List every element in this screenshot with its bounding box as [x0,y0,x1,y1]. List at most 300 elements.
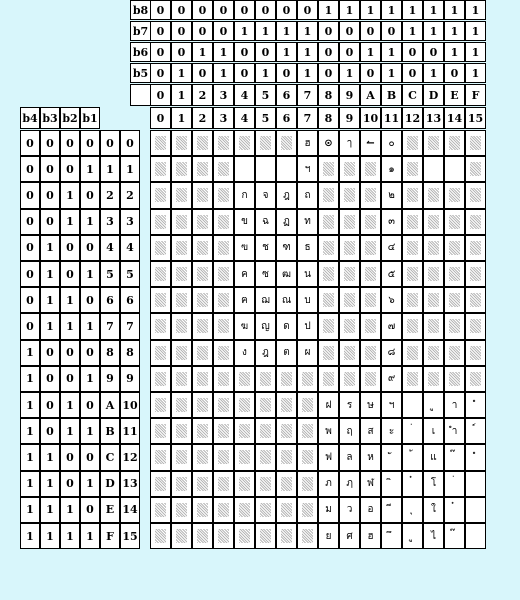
bit-cell: 0 [150,21,171,41]
bit-cell: 1 [465,0,486,20]
row-bit-cell: 1 [40,235,60,261]
character-cell: ฯ [381,392,402,418]
row-hex-cell: 3 [100,209,120,235]
reserved-cell [402,235,423,261]
row-bit-cell: 0 [40,340,60,366]
row-bit-cell: 0 [40,392,60,418]
row-bit-cell: 0 [20,261,40,287]
reserved-cell [423,182,444,208]
row-bit-cell: 0 [80,392,100,418]
reserved-cell [150,418,171,444]
reserved-cell [192,313,213,339]
reserved-cell [150,444,171,470]
row-bit-cell: 0 [40,209,60,235]
bit-cell: 0 [276,0,297,20]
reserved-cell [234,444,255,470]
bit-cell: 0 [297,0,318,20]
reserved-cell [360,235,381,261]
reserved-cell [423,366,444,392]
reserved-cell [465,366,486,392]
reserved-cell [150,340,171,366]
reserved-cell [255,130,276,156]
row-bit-cell: 0 [60,444,80,470]
row-bit-cell: 0 [80,182,100,208]
character-cell [402,523,423,549]
character-cell: น [297,261,318,287]
row-bit-cell: 0 [80,497,100,523]
hex-header-cell: 9 [339,84,360,106]
character-cell: ฏ [276,209,297,235]
character-cell: ฬ [360,471,381,497]
bit-cell: 0 [213,0,234,20]
row-dec-cell: 13 [120,471,140,497]
row-bit-cell: 1 [40,287,60,313]
character-cell: ฒ [276,261,297,287]
dec-header-cell: 0 [150,107,171,129]
reserved-cell [339,156,360,182]
reserved-cell [150,182,171,208]
character-cell: ไ [423,523,444,549]
bit-cell: 1 [297,63,318,83]
hex-header-cell: 5 [255,84,276,106]
reserved-cell [150,156,171,182]
row-bit-cell: 0 [60,235,80,261]
row-bit-cell: 1 [80,261,100,287]
character-cell: ↼ [360,130,381,156]
reserved-cell [213,497,234,523]
bit-cell: 1 [234,21,255,41]
reserved-cell [213,130,234,156]
reserved-cell [276,392,297,418]
hex-header-cell: 1 [171,84,192,106]
row-dec-cell: 8 [120,340,140,366]
reserved-cell [213,261,234,287]
reserved-cell [465,235,486,261]
bit-cell: 1 [423,21,444,41]
reserved-cell [465,182,486,208]
row-bit-cell: 1 [40,523,60,549]
dec-header-cell: 2 [192,107,213,129]
reserved-cell [318,261,339,287]
bit-cell: 0 [255,42,276,62]
reserved-cell [213,444,234,470]
character-cell [423,392,444,418]
row-hex-cell: 6 [100,287,120,313]
dec-header-cell: 10 [360,107,381,129]
reserved-cell [255,444,276,470]
character-cell [381,523,402,549]
character-cell: ะ [381,418,402,444]
blank-cell [130,84,151,106]
character-cell: เ [423,418,444,444]
reserved-cell [297,523,318,549]
bit-cell: 1 [360,0,381,20]
row-bit-cell: 0 [20,130,40,156]
bit-cell: 1 [444,42,465,62]
reserved-cell [465,156,486,182]
bit-cell: 0 [318,21,339,41]
row-dec-cell: 7 [120,313,140,339]
bit-row-label: b8 [130,0,151,20]
row-bit-cell: 0 [40,182,60,208]
reserved-cell [171,444,192,470]
character-cell: บ [297,287,318,313]
bit-cell: 0 [171,21,192,41]
reserved-cell [192,156,213,182]
reserved-cell [360,156,381,182]
dec-header-cell: 14 [444,107,465,129]
bit-cell: 0 [192,0,213,20]
reserved-cell [318,340,339,366]
character-cell [444,523,465,549]
hex-header-cell: 8 [318,84,339,106]
bit-cell: 0 [192,63,213,83]
character-cell: ห [360,444,381,470]
row-bit-cell: 1 [20,444,40,470]
reserved-cell [213,156,234,182]
character-cell: ช [255,235,276,261]
reserved-cell [234,523,255,549]
reserved-cell [192,392,213,418]
reserved-cell [423,235,444,261]
dec-header-cell: 12 [402,107,423,129]
row-bit-cell: 1 [20,418,40,444]
reserved-cell [297,471,318,497]
row-hex-cell: B [100,418,120,444]
reserved-cell [171,313,192,339]
reserved-cell [171,418,192,444]
row-bit-cell: 1 [60,182,80,208]
reserved-cell [318,209,339,235]
reserved-cell [171,182,192,208]
reserved-cell [171,156,192,182]
reserved-cell [150,392,171,418]
character-cell: ฎ [276,182,297,208]
reserved-cell [171,392,192,418]
reserved-cell [297,366,318,392]
reserved-cell [276,497,297,523]
reserved-cell [423,261,444,287]
row-bit-cell: 0 [40,366,60,392]
character-cell: ๖ [381,287,402,313]
reserved-cell [171,340,192,366]
reserved-cell [213,182,234,208]
bit-cell: 0 [339,42,360,62]
reserved-cell [255,366,276,392]
character-cell [381,471,402,497]
reserved-cell [444,313,465,339]
character-cell: ฑ [276,235,297,261]
character-cell: ย [318,523,339,549]
character-cell [402,444,423,470]
bit-cell: 1 [339,0,360,20]
reserved-cell [234,366,255,392]
reserved-cell [276,418,297,444]
reserved-cell [213,209,234,235]
row-dec-cell: 0 [120,130,140,156]
character-cell: ซ [255,261,276,287]
character-cell: ๑ [381,156,402,182]
character-cell [402,418,423,444]
hex-header-cell: 6 [276,84,297,106]
dec-header-cell: 3 [213,107,234,129]
reserved-cell [150,287,171,313]
bit-cell: 1 [213,42,234,62]
row-bit-cell: 0 [20,156,40,182]
reserved-cell [150,313,171,339]
character-cell [465,523,486,549]
character-cell: ล [339,444,360,470]
row-bit-cell: 0 [60,130,80,156]
row-bit-cell: 0 [20,287,40,313]
character-cell: ๒ [381,182,402,208]
bit-cell: 0 [318,42,339,62]
character-cell: ⊙ [318,130,339,156]
character-cell: โ [423,471,444,497]
bit-cell: 1 [381,63,402,83]
row-header-label: b2 [60,107,80,129]
bit-cell: 0 [234,42,255,62]
row-bit-cell: 1 [80,366,100,392]
character-cell: แ [423,444,444,470]
bit-cell: 0 [150,63,171,83]
reserved-cell [192,130,213,156]
row-bit-cell: 1 [80,313,100,339]
character-cell: ษ [360,392,381,418]
reserved-cell [192,444,213,470]
bit-cell: 0 [234,63,255,83]
row-hex-cell: E [100,497,120,523]
reserved-cell [402,182,423,208]
reserved-cell [171,130,192,156]
reserved-cell [171,209,192,235]
reserved-cell [297,497,318,523]
reserved-cell [339,340,360,366]
reserved-cell [171,287,192,313]
bit-cell: 0 [171,0,192,20]
row-hex-cell: C [100,444,120,470]
character-cell: ฌ [255,287,276,313]
character-cell [423,156,444,182]
bit-cell: 1 [339,63,360,83]
character-cell [234,156,255,182]
row-bit-cell: 0 [40,418,60,444]
reserved-cell [192,523,213,549]
character-cell: ญ [255,313,276,339]
row-dec-cell: 5 [120,261,140,287]
reserved-cell [234,418,255,444]
row-bit-cell: 0 [40,130,60,156]
row-hex-cell: A [100,392,120,418]
bit-cell: 1 [423,63,444,83]
row-bit-cell: 1 [80,523,100,549]
character-cell [444,156,465,182]
reserved-cell [255,392,276,418]
character-cell: ฉ [255,209,276,235]
bit-cell: 1 [318,0,339,20]
row-bit-cell: 1 [60,418,80,444]
row-hex-cell: 5 [100,261,120,287]
reserved-cell [402,130,423,156]
row-bit-cell: 1 [20,471,40,497]
row-dec-cell: 1 [120,156,140,182]
row-bit-cell: 1 [20,392,40,418]
hex-header-cell: B [381,84,402,106]
row-header-label: b3 [40,107,60,129]
character-cell [402,471,423,497]
reserved-cell [360,313,381,339]
bit-cell: 0 [150,0,171,20]
reserved-cell [465,209,486,235]
reserved-cell [318,287,339,313]
row-bit-cell: 0 [80,444,100,470]
character-cell: จ [255,182,276,208]
bit-cell: 1 [276,42,297,62]
dec-header-cell: 4 [234,107,255,129]
bit-cell: 1 [213,63,234,83]
dec-header-cell: 6 [276,107,297,129]
dec-header-cell: 11 [381,107,402,129]
row-bit-cell: 0 [60,471,80,497]
row-bit-cell: 0 [60,366,80,392]
row-hex-cell: 2 [100,182,120,208]
bit-cell: 0 [213,21,234,41]
reserved-cell [192,340,213,366]
reserved-cell [150,366,171,392]
reserved-cell [444,261,465,287]
bit-cell: 1 [171,63,192,83]
reserved-cell [234,497,255,523]
hex-header-cell: C [402,84,423,106]
row-bit-cell: 0 [20,235,40,261]
reserved-cell [465,130,486,156]
character-cell: ภ [318,471,339,497]
row-bit-cell: 1 [80,471,100,497]
character-cell [381,497,402,523]
bit-cell: 0 [171,42,192,62]
row-hex-cell: D [100,471,120,497]
hex-header-cell: F [465,84,486,106]
character-cell [276,156,297,182]
character-cell: ผ [297,340,318,366]
reserved-cell [192,366,213,392]
row-hex-cell: F [100,523,120,549]
bit-cell: 0 [381,21,402,41]
character-cell: ๗ [381,313,402,339]
bit-row-label: b6 [130,42,151,62]
row-bit-cell: 1 [40,471,60,497]
character-cell: ฯ [297,156,318,182]
hex-header-cell: A [360,84,381,106]
reserved-cell [171,523,192,549]
bit-cell: 1 [297,21,318,41]
row-bit-cell: 1 [60,497,80,523]
reserved-cell [255,471,276,497]
bit-cell: 0 [150,42,171,62]
row-bit-cell: 1 [60,392,80,418]
row-bit-cell: 1 [80,156,100,182]
reserved-cell [402,156,423,182]
reserved-cell [234,471,255,497]
row-bit-cell: 0 [80,287,100,313]
character-cell: ฝ [318,392,339,418]
row-bit-cell: 0 [80,340,100,366]
bit-cell: 0 [276,63,297,83]
character-cell [465,444,486,470]
character-cell: ต [276,340,297,366]
reserved-cell [444,340,465,366]
reserved-cell [171,366,192,392]
dec-header-cell: 9 [339,107,360,129]
hex-header-cell: 4 [234,84,255,106]
character-cell [381,444,402,470]
reserved-cell [402,287,423,313]
bit-cell: 1 [402,0,423,20]
reserved-cell [276,523,297,549]
character-cell: ฅ [234,287,255,313]
character-cell [402,497,423,523]
reserved-cell [339,287,360,313]
bit-row-label: b7 [130,21,151,41]
reserved-cell [213,392,234,418]
reserved-cell [423,340,444,366]
reserved-cell [444,182,465,208]
character-cell: ๐ [381,130,402,156]
character-cell: ถ [297,182,318,208]
character-cell: ท [297,209,318,235]
character-cell: ศ [339,523,360,549]
reserved-cell [297,418,318,444]
row-hex-cell: 4 [100,235,120,261]
row-dec-cell: 10 [120,392,140,418]
reserved-cell [276,366,297,392]
bit-cell: 0 [318,63,339,83]
reserved-cell [192,471,213,497]
dec-header-cell: 7 [297,107,318,129]
reserved-cell [255,418,276,444]
reserved-cell [318,182,339,208]
character-cell: ด [276,313,297,339]
bit-cell: 1 [381,42,402,62]
bit-cell: 1 [381,0,402,20]
character-cell: ข [234,209,255,235]
row-bit-cell: 0 [20,313,40,339]
reserved-cell [360,340,381,366]
character-cell: ๕ [381,261,402,287]
bit-cell: 1 [297,42,318,62]
reserved-cell [318,313,339,339]
reserved-cell [171,471,192,497]
reserved-cell [192,418,213,444]
reserved-cell [465,313,486,339]
row-header-label: b4 [20,107,40,129]
character-cell: ฎ [255,340,276,366]
reserved-cell [360,182,381,208]
row-bit-cell: 0 [20,182,40,208]
reserved-cell [255,497,276,523]
bit-cell: 0 [444,63,465,83]
reserved-cell [402,261,423,287]
bit-cell: 0 [360,63,381,83]
reserved-cell [423,209,444,235]
bit-cell: 0 [255,0,276,20]
reserved-cell [213,235,234,261]
bit-cell: 1 [360,42,381,62]
reserved-cell [423,130,444,156]
reserved-cell [234,392,255,418]
row-bit-cell: 1 [60,287,80,313]
reserved-cell [402,366,423,392]
